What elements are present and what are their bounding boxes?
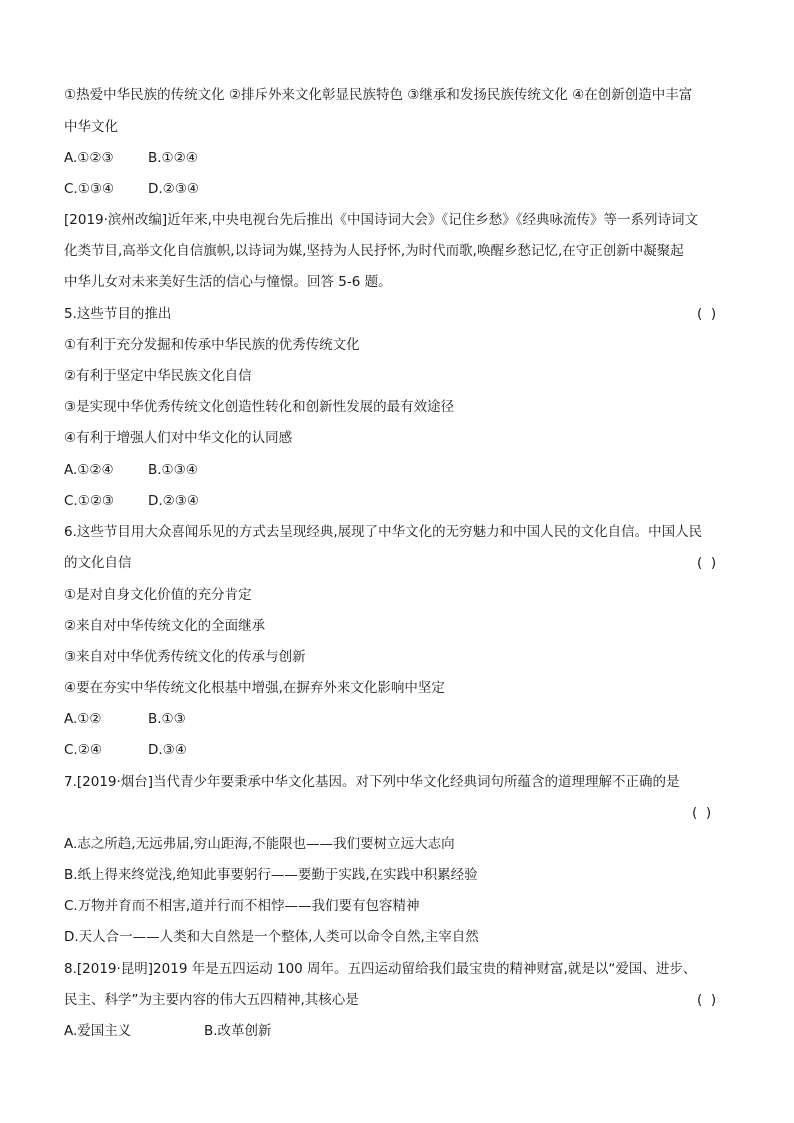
q5-choices-row1 [64, 461, 198, 479]
q6-stem: 6.这些节目用大众喜闻乐见的方式去呈现经典,展现了中华文化的无穷魅力和中国人民的文化自信。中国人民 [64, 524, 703, 540]
q7-choice-c: C.万物并育而不相害,道并行而不相悖——我们要有包容精神 [64, 898, 420, 914]
q5-statement-3: ③是实现中华优秀传统文化创造性转化和创新性发展的最有效途径 [64, 399, 455, 415]
choice-c: C.①③④ [64, 181, 115, 197]
choice-b: B.①③ [148, 711, 186, 727]
choice-d: D.③④ [148, 742, 187, 758]
q4-options-text: ①热爱中华民族的传统文化 ②排斥外来文化彰显民族特色 ③继承和发扬民族传统文化 ④在创新创造中丰富 [64, 87, 693, 103]
q6-statement-2: ②来自对中华传统文化的全面继承 [64, 618, 266, 634]
q5-answer-paren: ( ) [697, 306, 717, 322]
q5-choices-row2 [64, 492, 199, 510]
q4-choices-row1 [64, 149, 198, 167]
q6-statement-1: ①是对自身文化价值的充分肯定 [64, 587, 252, 603]
choice-a: A.①② [64, 711, 102, 727]
q6-choices-row1 [64, 710, 186, 728]
q8-stem: 8.[2019·昆明]2019 年是五四运动 100 周年。五四运动留给我们最宝贵的精神财富,就是以“爱国、进步、 [64, 961, 697, 977]
choice-c: C.②④ [64, 742, 102, 758]
choice-b: B.①②④ [148, 150, 198, 166]
choice-b: B.改革创新 [204, 1023, 272, 1039]
choice-c: C.①②③ [64, 493, 115, 509]
q6-choices-row2 [64, 741, 187, 759]
q7-answer-paren: ( ) [692, 805, 712, 821]
q8-answer-paren: ( ) [697, 992, 717, 1008]
q7-choice-d: D.天人合一——人类和大自然是一个整体,人类可以命令自然,主宰自然 [64, 929, 479, 945]
q5-statement-2: ②有利于坚定中华民族文化自信 [64, 368, 252, 384]
q6-statement-3: ③来自对中华优秀传统文化的传承与创新 [64, 649, 306, 665]
q6-statement-4: ④要在夯实中华传统文化根基中增强,在摒弃外来文化影响中坚定 [64, 680, 445, 696]
material-text-2: 化类节目,高举文化自信旗帜,以诗词为媒,坚持为人民抒怀,为时代而歌,唤醒乡愁记忆,在守正创新中凝聚起 [64, 243, 684, 259]
choice-b: B.①③④ [148, 462, 198, 478]
choice-a: A.①②④ [64, 462, 114, 478]
q4-choices-row2 [64, 180, 199, 198]
material-text-1: [2019·滨州改编]近年来,中央电视台先后推出《中国诗词大会》《记住乡愁》《经典咏流传》等一系列诗词文 [64, 212, 698, 228]
q8-stem-cont: 民主、科学”为主要内容的伟大五四精神,其核心是 [64, 992, 359, 1008]
q7-choice-b: B.纸上得来终觉浅,绝知此事要躬行——要勤于实践,在实践中积累经验 [64, 867, 478, 883]
q5-statement-4: ④有利于增强人们对中华文化的认同感 [64, 430, 293, 446]
choice-a: A.①②③ [64, 150, 114, 166]
choice-d: D.②③④ [148, 493, 199, 509]
q6-stem-cont: 的文化自信 [64, 555, 132, 571]
choice-d: D.②③④ [148, 181, 199, 197]
q8-choices-row1 [64, 1022, 272, 1040]
choice-a: A.爱国主义 [64, 1023, 132, 1039]
q4-options-text-cont: 中华文化 [64, 119, 118, 135]
q5-stem: 5.这些节目的推出 [64, 306, 172, 322]
q7-stem: 7.[2019·烟台]当代青少年要秉承中华文化基因。对下列中华文化经典词句所蕴含的道理理解不正确的是 [64, 774, 680, 790]
q5-statement-1: ①有利于充分发掘和传承中华民族的优秀传统文化 [64, 337, 360, 353]
material-text-3: 中华儿女对未来美好生活的信心与憧憬。回答 5-6 题。 [64, 274, 392, 290]
q6-answer-paren: ( ) [697, 555, 717, 571]
q7-choice-a: A.志之所趋,无远弗届,穷山距海,不能限也——我们要树立远大志向 [64, 836, 455, 852]
